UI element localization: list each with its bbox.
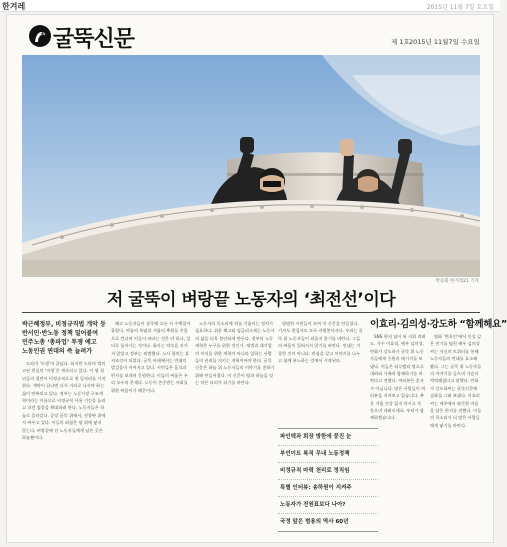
- contents-box: [278, 428, 378, 532]
- front-headline: 저 굴뚝이 벼랑끝 노동자의 ‘최전선’이다: [106, 290, 396, 310]
- column-title: “함께해요”: [459, 319, 507, 330]
- contents-item[interactable]: 노동자가 전원표보다 나아?: [278, 497, 378, 514]
- article-column-5: [370, 333, 426, 540]
- article-text: 드라마 ‘미생’이 끝났다. 하지만 드라마 밖의 고된 현실의 ‘미생’은 계속되고 있다. 이 땅 청년들의 절반이 비정규직으로 첫 일자리를 시작한다. 계약이 끝나면 다시 거리로 나서야 하는 삶이 반복되고 있다. 정부는 노동시장 구조개혁이라는 이름으로 비정규직 사용 기간을 늘리고 파견 업종을 확대하려 한다. 노동자들은 하늘로 올라갔다. 공장 굴뚝 위에서, 전광판 위에서 싸우고 있다. 이들의 외침은 땅 위에 닿지 않는다. 벼랑끝에 선 노동자들에게 남은 곳은 하늘뿐이다.: [22, 361, 106, 441]
- article-text: 영화 ‘변호인’에서 인상 깊은 연기를 펼친 배우 김의성씨는 자신의 트위터를 통해 노동자들의 연대를 호소해 왔다. 그는 굴뚝 위 노동자들의 이야기를 들으며 가슴이 먹먹해졌다고 말했다. 만화가 강도하씨는 굴뚝신문에 삽화를 그려 보냈다. 이효리씨는 제주에서 따뜻한 마음을 담은 편지를 전했다. 이들의 목소리가 더 많은 사람들에게 닿기를 바란다.: [430, 334, 482, 428]
- subhead-line: 민주노총 ‘총파업’ 투쟁 예고: [22, 339, 97, 346]
- article-column-2: [111, 320, 191, 540]
- article-text: 평범한 시민들이 모여 이 신문을 만들었다. 기자도 편집자도 모두 자원봉사자다. 우리는 굴뚝 위 노동자들이 외롭지 않기를 바란다. 그들의 싸움이 잊혀지지 않기를 바란다. 연대는 거창한 것이 아니다. 관심을 갖고 이야기를 나누고 함께 분노하는 것에서 시작된다.: [278, 321, 363, 364]
- article-text: SNS 편지 답이 된 시위 격려도. 가수 이효리, 배우 김의성, 만화가 강도하가 굴뚝 위 노동자들에게 응원의 메시지를 보냈다. 이들은 하루빨리 땅으로 내려와 가족과 함께하기를 바란다고 전했다. 여러분은 혼자가 아닙니다. 많은 사람들이 여러분을 지켜보고 있습니다. 추운 겨울 건강 잃지 마시고 꼭 웃으며 내려오세요. 우리가 함께하겠습니다.: [370, 334, 426, 421]
- contents-item[interactable]: 특별 인터뷰: 송하원이 지켜주: [278, 480, 378, 497]
- photo-credit: 박승화 한겨레21 기자: [435, 279, 479, 284]
- site-topbar: [0, 0, 500, 12]
- article-column-1: [22, 320, 106, 540]
- article-text: 노동자의 목소리에 귀를 기울이는 정치가 필요하다. 쉬운 해고와 임금피크제는 노동자의 삶을 더욱 불안하게 만든다. 정부의 노동개혁은 누구를 위한 것인가. 재벌과 대기업의 이익을 위한 개혁이 아니라 일하는 사람들의 권리를 지키는 개혁이어야 한다. 굴뚝신문은 하늘 위 노동자들의 이야기를 전하기 위해 만들어졌다. 이 신문이 땅과 하늘을 잇는 작은 다리가 되기를 바란다.: [195, 321, 275, 386]
- headline-rule: [22, 312, 480, 313]
- subhead-line: 박근혜정부, 비정규직법 개악 등: [22, 321, 106, 328]
- contents-item[interactable]: 부언이트 복직 무내 노동정책: [278, 446, 378, 463]
- article-subheads: [22, 320, 106, 356]
- article-text: 해고 노동자들이 굴뚝에 오른 지 수백일이 흘렀다. 여름의 폭염과 겨울의 추위를 온몸으로 견디며 이들이 바라는 것은 단 하나, 일터로 돌아가는 것이다. 회사는 약속을 지키지 않았고 정부는 외면했다. 노사 합의는 휴지조각이 되었다. 굴뚝 아래에서는 연대의 발걸음이 이어지고 있다. 시민들은 음식과 편지를 보내며 응원한다. 이들의 싸움은 우리 모두의 문제다. 노동이 존중받는 사회를 위한 싸움이기 때문이다.: [111, 321, 191, 393]
- article-column-6: [430, 333, 482, 540]
- contents-item[interactable]: 비정규직 마력 천리로 정직임: [278, 463, 378, 480]
- subhead-line: 반서민·반노동 정책 밀어붙여: [22, 330, 99, 337]
- article-column-3: [195, 320, 275, 540]
- subhead-line: 노동인권 연대의 즉 늘려가: [22, 348, 93, 355]
- newspaper-page: [6, 14, 507, 543]
- front-photo: [22, 55, 480, 277]
- contents-item[interactable]: 국정 앞은 범용의 역사 60년: [280, 519, 349, 525]
- column-author: 이효리·김의성·강도하: [370, 319, 457, 330]
- site-brand: 한겨레: [2, 2, 26, 11]
- contents-item[interactable]: 파인텍과 회장 방한에 뭉진 눈: [278, 429, 378, 446]
- column-headline: [370, 316, 507, 330]
- paper-name: 굴뚝신문: [53, 27, 135, 52]
- site-date: 2015년 11월 7일 토요일: [426, 4, 494, 11]
- issue-number: 제 1호: [391, 38, 410, 46]
- article-column-4: [278, 320, 364, 424]
- chimney-logo-icon: [29, 25, 51, 47]
- masthead: [7, 15, 493, 55]
- issue-date: 2015년 11월7일 수요일: [409, 38, 480, 46]
